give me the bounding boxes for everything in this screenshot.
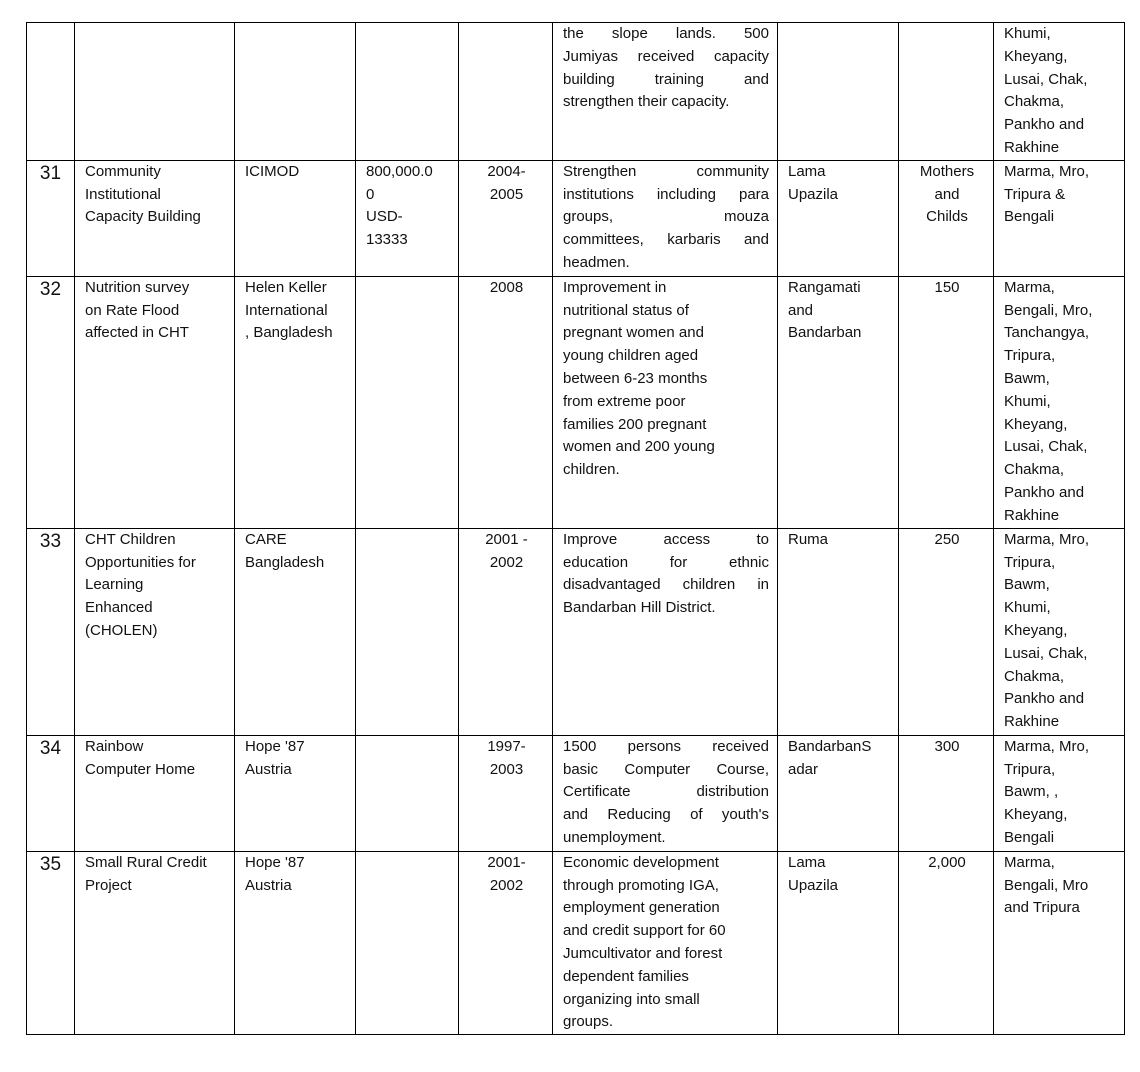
location-line: Upazila	[788, 185, 839, 203]
location-line: Rangamati	[788, 278, 861, 296]
ethnic-line: Tanchangya,	[1004, 324, 1090, 342]
cell-ethnic-groups	[994, 23, 1125, 161]
ethnic-line: Chakma,	[1004, 93, 1065, 111]
cell-project	[75, 160, 235, 276]
ethnic-line: Tripura,	[1004, 760, 1056, 778]
period-line: 2001-	[487, 853, 526, 871]
activities-line: institutions including para	[563, 185, 769, 203]
ethnic-line: Bengali	[1004, 208, 1055, 226]
cell-ethnic-groups	[994, 851, 1125, 1034]
beneficiaries-line: Childs	[926, 208, 968, 226]
table-row	[27, 276, 1125, 528]
ethnic-line: Pankho and	[1004, 690, 1085, 708]
agency-line: Bangladesh	[245, 553, 325, 571]
activities-line: Improvement in	[563, 278, 667, 296]
cell-budget	[356, 851, 459, 1034]
activities-line: nutritional status of	[563, 301, 689, 319]
budget-line: 0	[366, 185, 375, 203]
cell-period	[459, 528, 553, 735]
table-row	[27, 735, 1125, 851]
agency-line: Helen Keller	[245, 278, 327, 296]
activities-line: the slope lands. 500	[563, 25, 769, 42]
activities-line: Bandarban Hill District.	[563, 599, 716, 617]
ethnic-line: Bengali	[1004, 828, 1055, 846]
ethnic-line: Lusai, Chak,	[1004, 70, 1088, 88]
ethnic-line: Lusai, Chak,	[1004, 644, 1088, 662]
ethnic-line: Bengali, Mro,	[1004, 301, 1093, 319]
ethnic-line: Kheyang,	[1004, 621, 1068, 639]
table-row	[27, 528, 1125, 735]
activities-line: headmen.	[563, 253, 630, 271]
table-row	[27, 160, 1125, 276]
cell-budget	[356, 276, 459, 528]
activities-line: children.	[563, 461, 620, 479]
cell-agency	[235, 160, 356, 276]
beneficiaries-line: 150	[934, 278, 960, 296]
agency-line: International	[245, 301, 328, 319]
cell-activities	[553, 276, 778, 528]
budget-line: 800,000.0	[366, 162, 433, 180]
project-line: CHT Children	[85, 530, 176, 548]
cell-budget	[356, 23, 459, 161]
ethnic-line: Marma, Mro,	[1004, 737, 1090, 755]
ethnic-line: Kheyang,	[1004, 47, 1068, 65]
agency-line: Hope '87	[245, 853, 305, 871]
ethnic-line: Chakma,	[1004, 461, 1065, 479]
project-line: (CHOLEN)	[85, 621, 158, 639]
project-line: affected in CHT	[85, 324, 189, 342]
location-line: Lama	[788, 853, 826, 871]
activities-line: groups.	[563, 1013, 614, 1031]
cell-ethnic-groups	[994, 276, 1125, 528]
ethnic-line: Marma, Mro,	[1004, 530, 1090, 548]
table-row	[27, 851, 1125, 1034]
cell-period	[459, 851, 553, 1034]
cell-agency	[235, 528, 356, 735]
cell-activities	[553, 851, 778, 1034]
cell-agency	[235, 23, 356, 161]
activities-line: committees, karbaris and	[563, 231, 769, 249]
activities-line: Jumiyas received capacity	[563, 47, 769, 65]
ethnic-line: Pankho and	[1004, 483, 1085, 501]
activities-line: women and 200 young	[563, 438, 715, 456]
activities-line: and Reducing of youth's	[563, 806, 769, 824]
project-line: Computer Home	[85, 760, 196, 778]
beneficiaries-line: 300	[934, 737, 960, 755]
cell-serial-number: 34	[27, 735, 75, 851]
activities-line: groups, mouza	[563, 208, 769, 226]
cell-project	[75, 735, 235, 851]
agency-line: Austria	[245, 876, 292, 894]
cell-serial-number: 33	[27, 528, 75, 735]
table-row	[27, 23, 1125, 161]
ethnic-line: Tripura &	[1004, 185, 1066, 203]
activities-line: Improve access to	[563, 530, 769, 548]
location-line: BandarbanS	[788, 737, 872, 755]
ethnic-line: Rakhine	[1004, 506, 1060, 524]
agency-line: CARE	[245, 530, 287, 548]
ethnic-line: Khumi,	[1004, 25, 1051, 42]
ethnic-line: Bawm,	[1004, 576, 1050, 594]
agency-line: , Bangladesh	[245, 324, 333, 342]
activities-line: Jumcultivator and forest	[563, 944, 723, 962]
activities-line: Strengthen community	[563, 162, 769, 180]
cell-location	[778, 23, 899, 161]
cell-location	[778, 528, 899, 735]
ethnic-line: Lusai, Chak,	[1004, 438, 1088, 456]
location-line: and	[788, 301, 814, 319]
ethnic-line: Tripura,	[1004, 347, 1056, 365]
cell-ethnic-groups	[994, 160, 1125, 276]
project-line: Learning	[85, 576, 144, 594]
period-line: 2004-	[487, 162, 526, 180]
beneficiaries-line: 2,000	[928, 853, 966, 871]
cell-location	[778, 160, 899, 276]
table-body	[27, 23, 1125, 1035]
ethnic-line: Marma,	[1004, 278, 1055, 296]
cell-activities	[553, 23, 778, 161]
cell-period	[459, 23, 553, 161]
ethnic-line: Bawm, ,	[1004, 783, 1059, 801]
cell-period	[459, 735, 553, 851]
cell-period	[459, 160, 553, 276]
cell-project	[75, 276, 235, 528]
cell-budget	[356, 528, 459, 735]
cell-beneficiaries	[899, 160, 994, 276]
cell-project	[75, 528, 235, 735]
activities-line: and credit support for 60	[563, 922, 726, 940]
project-line: Institutional	[85, 185, 161, 203]
activities-line: from extreme poor	[563, 392, 686, 410]
cell-beneficiaries	[899, 23, 994, 161]
cell-project	[75, 851, 235, 1034]
activities-line: Certificate distribution	[563, 783, 769, 801]
cell-serial-number: 31	[27, 160, 75, 276]
period-line: 1997-	[487, 737, 526, 755]
cell-serial-number: 32	[27, 276, 75, 528]
ethnic-line: Rakhine	[1004, 713, 1060, 731]
activities-line: disadvantaged children in	[563, 576, 769, 594]
activities-line: education for ethnic	[563, 553, 769, 571]
project-line: Nutrition survey	[85, 278, 190, 296]
activities-line: organizing into small	[563, 990, 700, 1008]
cell-location	[778, 851, 899, 1034]
location-line: Bandarban	[788, 324, 862, 342]
project-line: Project	[85, 876, 132, 894]
beneficiaries-line: Mothers	[919, 162, 975, 180]
period-line: 2005	[489, 185, 524, 203]
activities-line: building training and	[563, 70, 769, 88]
cell-period	[459, 276, 553, 528]
beneficiaries-line: 250	[934, 530, 960, 548]
cell-location	[778, 276, 899, 528]
project-line: Enhanced	[85, 599, 153, 617]
ethnic-line: Marma,	[1004, 853, 1055, 871]
project-line: Capacity Building	[85, 208, 201, 226]
activities-line: young children aged	[563, 347, 699, 365]
cell-project	[75, 23, 235, 161]
activities-line: Economic development	[563, 853, 719, 871]
activities-line: dependent families	[563, 967, 689, 985]
cell-budget	[356, 735, 459, 851]
project-line: Opportunities for	[85, 553, 196, 571]
location-line: Upazila	[788, 876, 839, 894]
period-line: 2002	[489, 876, 524, 894]
cell-beneficiaries	[899, 528, 994, 735]
cell-ethnic-groups	[994, 528, 1125, 735]
project-line: Small Rural Credit	[85, 853, 207, 871]
period-line: 2003	[489, 760, 524, 778]
cell-beneficiaries	[899, 851, 994, 1034]
cell-location	[778, 735, 899, 851]
activities-line: between 6-23 months	[563, 369, 708, 387]
agency-line: ICIMOD	[245, 162, 300, 180]
project-line: on Rate Flood	[85, 301, 180, 319]
activities-line: through promoting IGA,	[563, 876, 719, 894]
period-line: 2008	[489, 278, 524, 296]
project-line: Rainbow	[85, 737, 144, 755]
cell-beneficiaries	[899, 276, 994, 528]
location-line: adar	[788, 760, 819, 778]
ethnic-line: Pankho and	[1004, 116, 1085, 134]
cell-agency	[235, 735, 356, 851]
ethnic-line: Chakma,	[1004, 667, 1065, 685]
cell-serial-number	[27, 23, 75, 161]
cell-activities	[553, 528, 778, 735]
ethnic-line: Tripura,	[1004, 553, 1056, 571]
cell-serial-number: 35	[27, 851, 75, 1034]
ethnic-line: and Tripura	[1004, 899, 1080, 917]
activities-line: families 200 pregnant	[563, 415, 707, 433]
cell-ethnic-groups	[994, 735, 1125, 851]
location-line: Lama	[788, 162, 826, 180]
ethnic-line: Khumi,	[1004, 599, 1051, 617]
budget-line: 13333	[366, 231, 408, 249]
budget-line: USD-	[366, 208, 403, 226]
beneficiaries-line: and	[934, 185, 960, 203]
cell-activities	[553, 735, 778, 851]
period-line: 2002	[489, 553, 524, 571]
ethnic-line: Rakhine	[1004, 138, 1060, 156]
location-line: Ruma	[788, 530, 829, 548]
cell-agency	[235, 851, 356, 1034]
cell-agency	[235, 276, 356, 528]
projects-table	[26, 22, 1125, 1035]
ethnic-line: Bengali, Mro	[1004, 876, 1089, 894]
cell-beneficiaries	[899, 735, 994, 851]
cell-budget	[356, 160, 459, 276]
activities-line: employment generation	[563, 899, 720, 917]
activities-line: basic Computer Course,	[563, 760, 769, 778]
cell-activities	[553, 160, 778, 276]
ethnic-line: Kheyang,	[1004, 415, 1068, 433]
ethnic-line: Marma, Mro,	[1004, 162, 1090, 180]
ethnic-line: Kheyang,	[1004, 806, 1068, 824]
agency-line: Hope '87	[245, 737, 305, 755]
activities-line: unemployment.	[563, 828, 666, 846]
activities-line: strengthen their capacity.	[563, 93, 730, 111]
ethnic-line: Khumi,	[1004, 392, 1051, 410]
agency-line: Austria	[245, 760, 292, 778]
activities-line: 1500 persons received	[563, 737, 769, 755]
project-line: Community	[85, 162, 161, 180]
period-line: 2001 -	[485, 530, 528, 548]
activities-line: pregnant women and	[563, 324, 704, 342]
ethnic-line: Bawm,	[1004, 369, 1050, 387]
